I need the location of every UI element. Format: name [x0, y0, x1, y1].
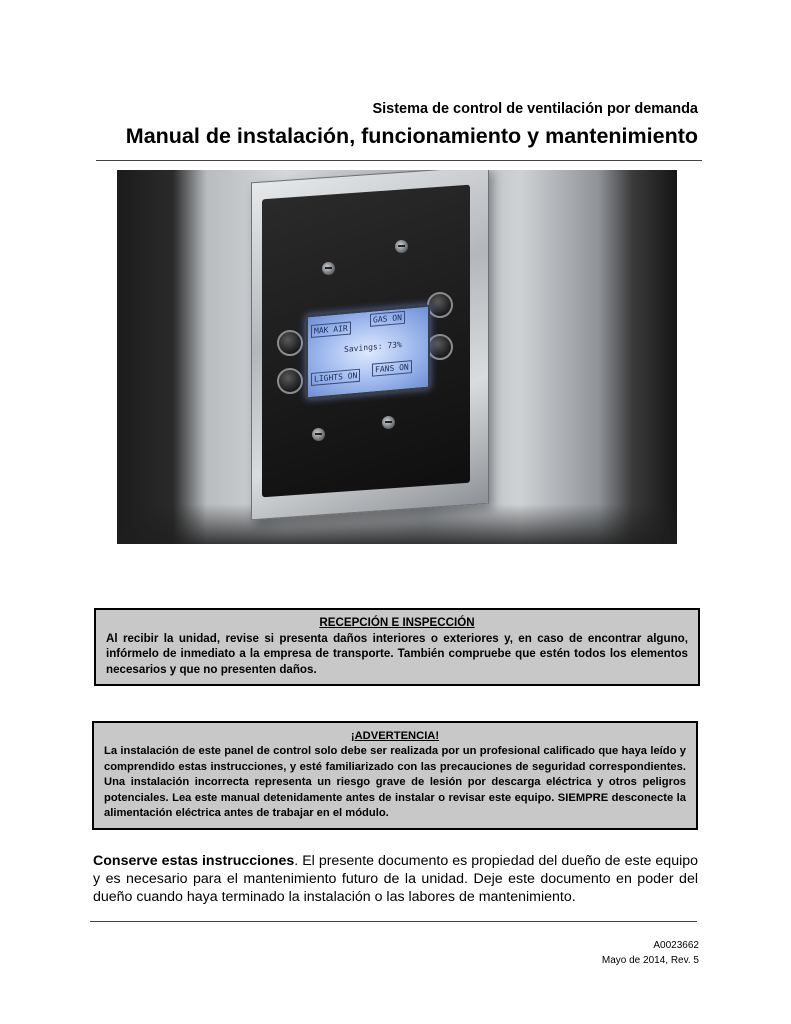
lcd-screen [306, 305, 430, 400]
lcd-label: LIGHTS ON [311, 369, 360, 386]
conserve-paragraph [93, 852, 698, 906]
warning-heading: ¡ADVERTENCIA! [350, 730, 440, 742]
reception-heading: RECEPCIÓN E INSPECCIÓN [319, 616, 475, 629]
panel-button [277, 330, 303, 356]
reception-text: Al recibir la unidad, revise si presenta daños interiores o exteriores y, en caso de encontrar alguno, infórmelo de inmediato a la empresa de transporte. También compruebe que estén todos los elementos necesarios y que no presenten daños. [106, 631, 688, 676]
panel-button [427, 292, 453, 318]
footer-divider [90, 921, 697, 922]
screw-icon [312, 428, 325, 441]
screw-icon [322, 262, 335, 275]
warning-text: La instalación de este panel de control solo debe ser realizada por un profesional calificado que haya leído y comprendido estas instrucciones, y esté familiarizado con las precauciones de seguridad correspondientes. Una instalación incorrecta representa un riesgo grave de lesión por descarga eléctrica y otros peligros potenciales. Lea este manual detenidamente antes de instalar o revisar este equipo. SIEMPRE desconecte la alimentación eléctrica antes de trabajar en el módulo. [104, 745, 686, 820]
panel-button [427, 334, 453, 360]
lcd-label: FANS ON [372, 360, 412, 376]
document-date-revision: Mayo de 2014, Rev. 5 [601, 955, 699, 966]
lcd-label: GAS ON [370, 311, 405, 327]
screw-icon [395, 240, 408, 253]
panel-button [277, 368, 303, 394]
reception-inspection-box [94, 608, 700, 686]
document-title: Manual de instalación, funcionamiento y mantenimiento [125, 124, 698, 148]
control-panel-photo [117, 170, 677, 544]
document-number: A0023662 [653, 940, 699, 951]
document-subtitle: Sistema de control de ventilación por demanda [372, 101, 698, 117]
lcd-label: MAK AIR [311, 322, 351, 338]
warning-box [92, 721, 698, 830]
lcd-label: Savings: 73% [344, 340, 402, 355]
conserve-lead: Conserve estas instrucciones [93, 853, 295, 869]
header-divider [96, 160, 702, 161]
conserve-text: . El presente documento es propiedad del dueño de este equipo y es necesario para el mantenimiento futuro de la unidad. Deje este documento en poder del dueño cuando haya terminado la instalación o las labores de mantenimiento. [93, 853, 699, 905]
screw-icon [382, 416, 395, 429]
